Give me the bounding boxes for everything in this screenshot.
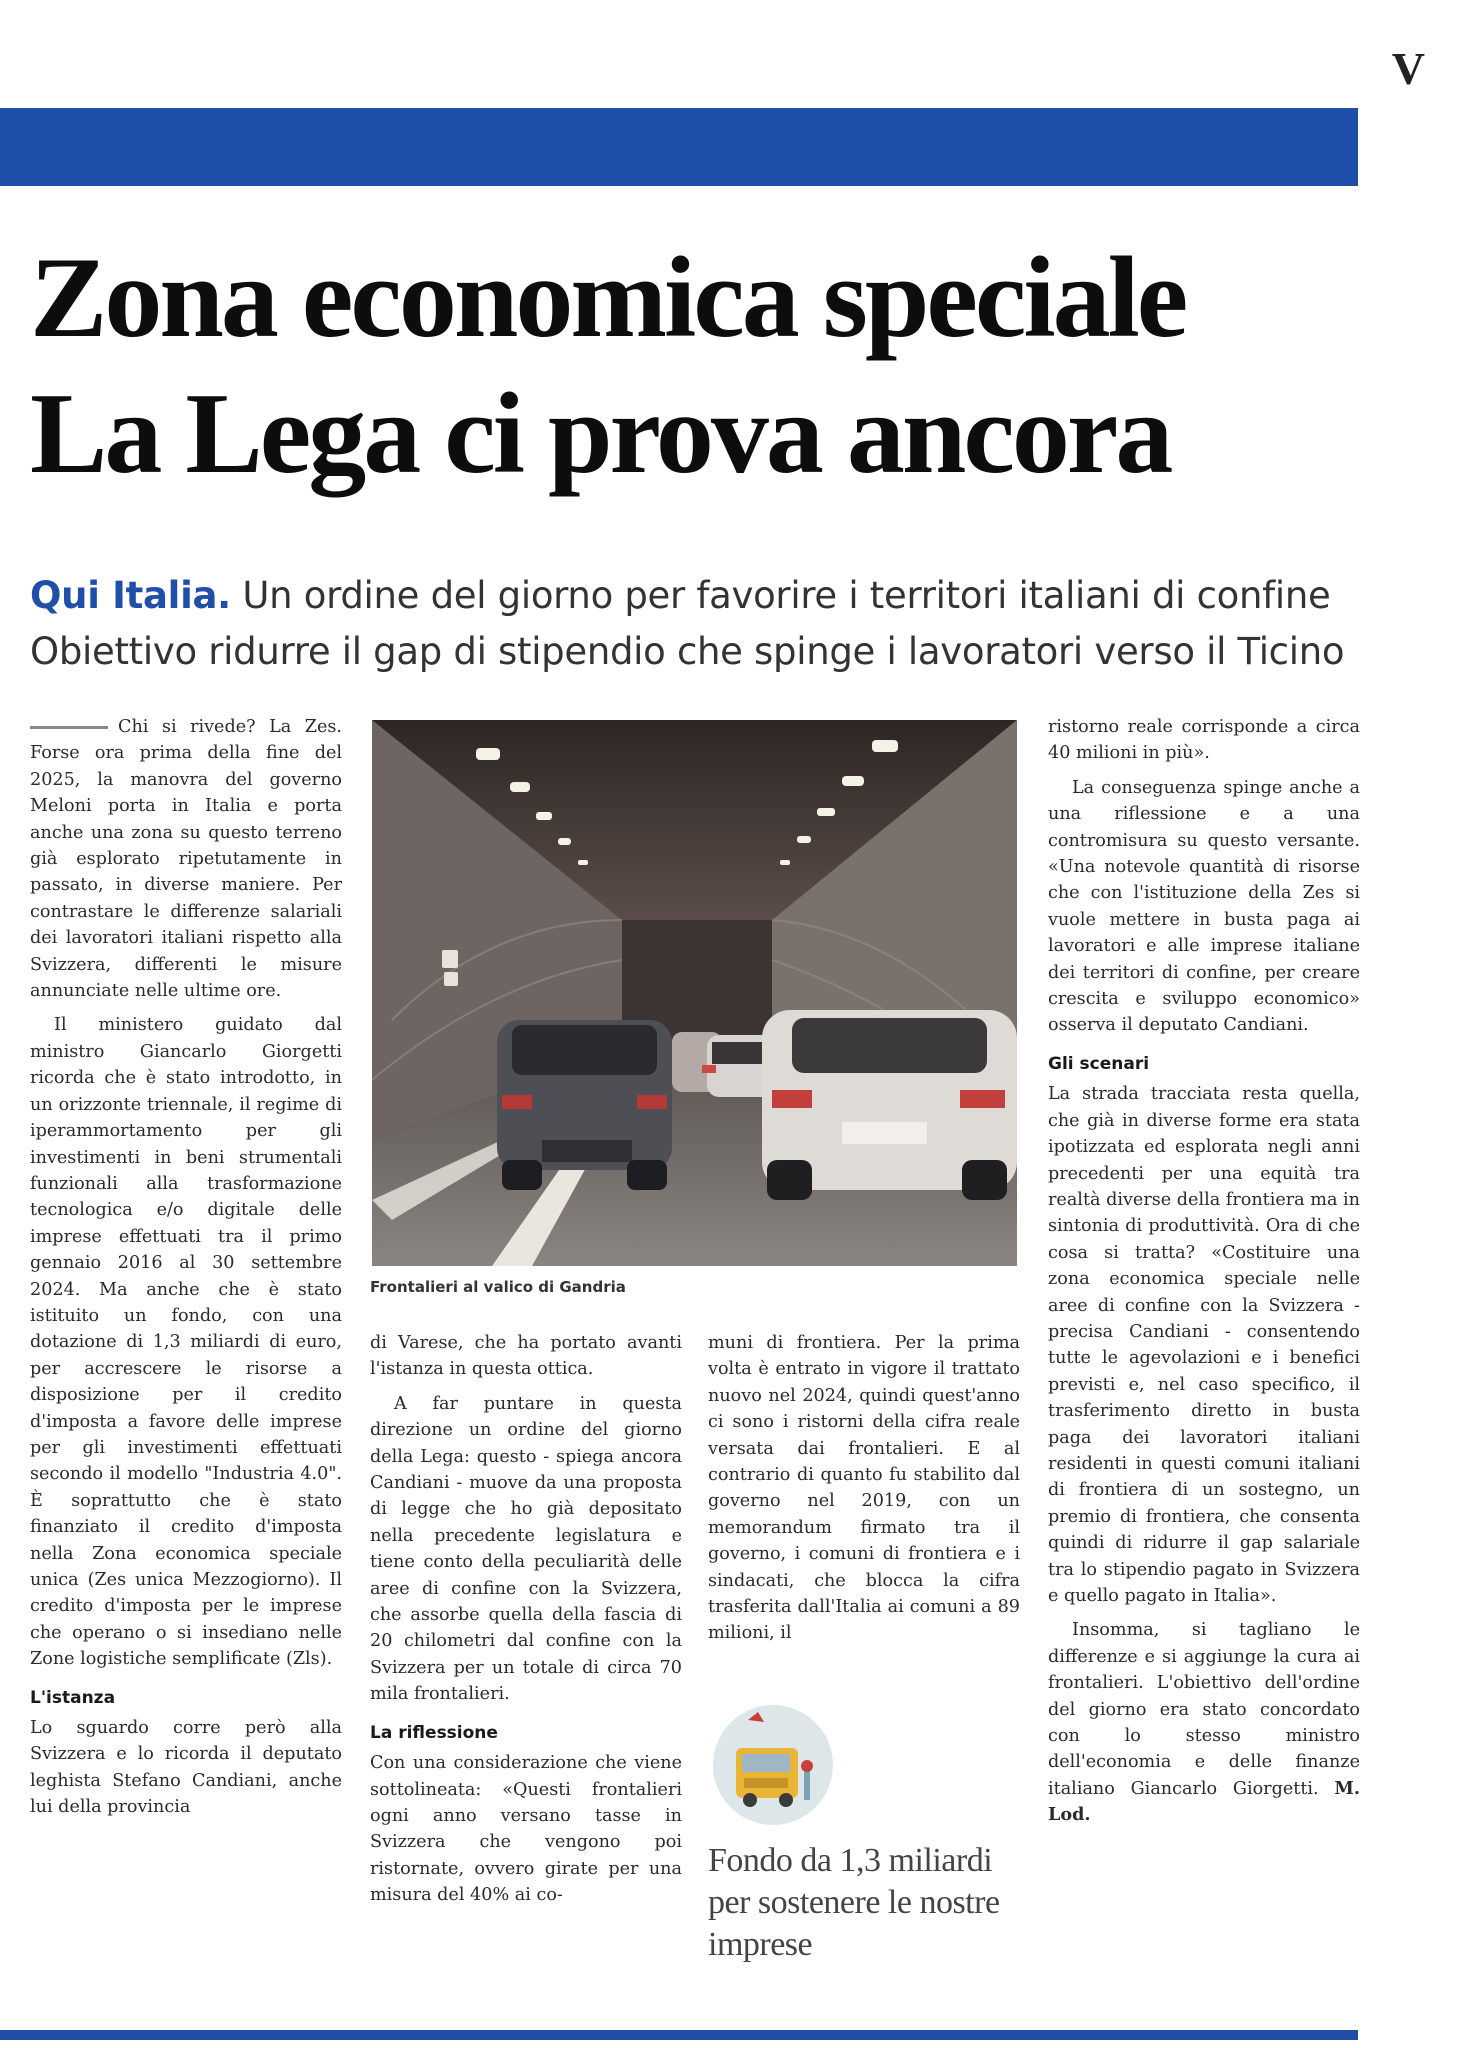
paragraph: Lo sguardo corre però alla Svizzera e lo ricorda il deputato leghista Stefano Candiani, anche lui della provincia [30,1718,342,1818]
page-section-letter: V [1391,43,1425,94]
article-column-1 [30,714,342,1829]
article-column-4 [1048,714,1360,1837]
paragraph: ristorno reale corrisponde a circa 40 milioni in più». [1048,717,1360,764]
section-heading-riflessione: La riflessione [370,1722,498,1743]
subhead-line-2: Obiettivo ridurre il gap di stipendio che spinge i lavoratori verso il Ticino [30,630,1345,673]
photo-caption: Frontalieri al valico di Gandria [370,1278,626,1296]
paragraph [1048,1617,1360,1828]
paragraph: Chi si rivede? La Zes. Forse ora prima della fine del 2025, la manovra del governo Meloni porta in Italia e porta anche una zona su questo terreno già esplorato ripetutamente in passato, in diverse maniere. Per contrastare le differenze salariali dei lavoratori italiani rispetto alla Svizzera, differenti le misure annunciate nelle ultime ore. [30,714,342,1004]
paragraph-text: Insomma, si tagliano le differenze e si aggiunge la cura ai frontalieri. L'obiettivo dell'ordine del giorno era stato concordato con lo stesso ministro dell'economia e delle finanze italiano Giancarlo Giorgetti. [1048,1620,1360,1799]
paragraph: Con una considerazione che viene sottolineata: «Questi frontalieri ogni anno versano tasse in Svizzera che vengono poi ristornate, ovvero girate per una misura del 40% ai co- [370,1753,682,1906]
promo-van-icon [708,1700,838,1830]
paragraph: Il ministero guidato dal ministro Giancarlo Giorgetti ricorda che è stato introdotto, in un orizzonte triennale, il regime di iperammortamento per gli investimenti in beni strumentali funzionali alla trasformazione tecnologica e/o digitale delle imprese effettuati tra il primo gennaio 2016 al 30 settembre 2024. Ma anche che è stato istituito un fondo, con una dotazione di 1,3 miliardi di euro, per accrescere le risorse a disposizione per il credito d'imposta a favore delle imprese per gli investimenti effettuati secondo il modello "Industria 4.0". È soprattutto che è stato finanziato il credito d'imposta nella Zona economica speciale unica (Zes unica Mezzogiorno). Il credito d'imposta per le imprese che operano o si insediano nelle Zone logistiche semplificate (Zls). [30,1015,342,1670]
promo-text: Fondo da 1,3 miliardi per sostenere le nostre imprese [708,1842,1000,1963]
article-photo-tunnel [372,720,1017,1266]
paragraph: di Varese, che ha portato avanti l'istanza in questa ottica. [370,1333,682,1380]
tunnel-traffic-illustration [372,720,1017,1266]
section-header-bar [0,108,1358,186]
subheadline [30,568,1360,680]
article-column-3 [708,1330,1020,1655]
article-column-2 [370,1330,682,1917]
headline-line-1: Zona economica speciale [30,234,1186,362]
paragraph: La conseguenza spinge anche a una riflessione e a una contromisura su questo versante. «Una notevole quantità di risorse che con l'istituzione della Zes si vuole mettere in busta paga ai lavoratori e alle imprese italiane dei territori di confine, per creare crescita e sviluppo economico» osserva il deputato Candiani. [1048,777,1360,1036]
section-heading-istanza: L'istanza [30,1687,116,1708]
paragraph: La strada tracciata resta quella, che già in diverse forme era stata ipotizzata ed esplorata negli anni precedenti per una equità tra realtà diverse della frontiera ma in sintonia di produttività. Ora di che cosa si tratta? «Costituire una zona economica speciale nelle aree di confine con la Svizzera - precisa Candiani - consentendo tutte le agevolazioni e i benefici previsti e, nel caso specifico, il trasferimento diretto in busta paga dei lavoratori italiani residenti in questi comuni italiani di frontiera di un sostegno, un premio di frontiera, che consenta quindi di ridurre il gap salariale tra lo stipendio pagato in Svizzera e quello pagato in Italia». [1048,1084,1360,1606]
headline-line-2: La Lega ci prova ancora [30,370,1171,498]
section-heading-scenari: Gli scenari [1048,1053,1150,1074]
footer-bar [0,2030,1358,2040]
paragraph: A far puntare in questa direzione un ordine del giorno della Lega: questo - spiega ancora Candiani - muove da una proposta di legge che ho già depositato nella precedente legislatura e tiene conto della peculiarità delle aree di confine con la Svizzera, che assorbe quella della fascia di 20 chilometri dal confine con la Svizzera per un totale di circa 70 mila frontalieri. [370,1393,682,1705]
author-signature: M. Lod. [1048,1777,1360,1826]
paragraph: muni di frontiera. Per la prima volta è entrato in vigore il trattato nuovo nel 2024, quindi quest'anno ci sono i ristorni della cifra reale versata dai frontalieri. E al contrario di quanto fu stabilito dal governo nel 2019, con un memorandum firmato tra il governo, i comuni di frontiera e i sindacati, che blocca la cifra trasferita dall'Italia ai comuni a 89 milioni, il [708,1333,1020,1644]
headline [30,230,1360,502]
subhead-line-1: Un ordine del giorno per favorire i territori italiani di confine [230,574,1331,617]
subhead-kicker: Qui Italia. [30,574,231,617]
